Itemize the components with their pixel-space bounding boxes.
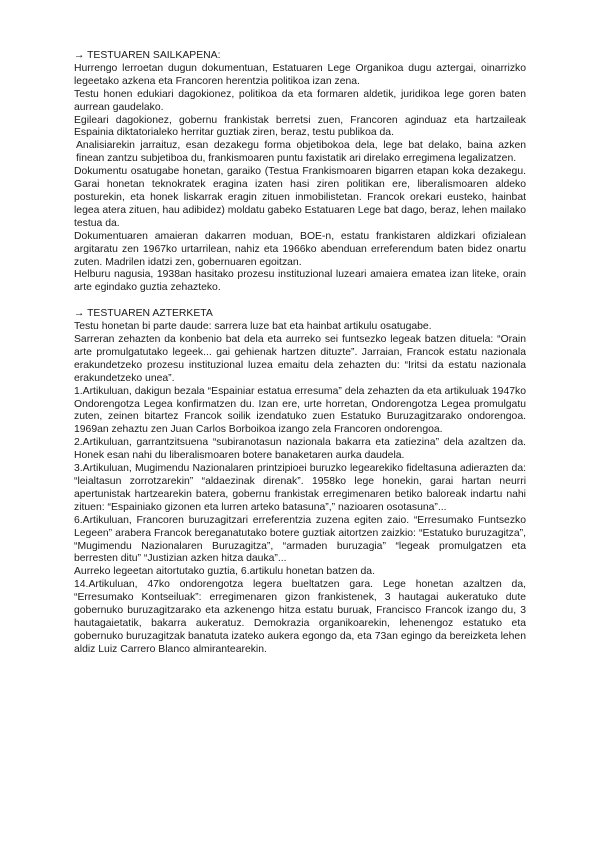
section-heading-analysis: → TESTUAREN AZTERKETA	[74, 308, 213, 320]
paragraph: Hurrengo lerroetan dugun dokumentuan, Estatuaren Lege Organikoa dugu aztergai, oinarrizko legeetako azkena eta Francoren herentzia politikoa izan zena.	[74, 62, 526, 87]
paragraph: 3.Artikuluan, Mugimendu Nazionalaren printzipioei buruzko legearekiko fideltasuna adierazten da: “leialtasun zorrotzarekin” “aldaezinak direnak”. 1958ko lege honekin, garai hartan neurri apertunistak hartzearekin batera, gobernu frankistak erregimenaren betiko baloreak indartu nahi zituen: “Espainiako gizonen eta lurren arteko batasuna”,” nazioaren osotasuna”...	[74, 463, 526, 513]
paragraph: 6.Artikuluan, Francoren buruzagitzari erreferentzia zuzena egiten zaio. “Erresumako Funtsezko Legeen” arabera Francok bereganatutako botere guztiak aitortzen zaizkio: “Estatuko buruzagitza”, “Mugimendu Nazionalaren Buruzagitza”, “armaden buruzagia” “legeak promulgatzen eta berresten ditu” “Justizian azken hitza dauka”...	[74, 514, 526, 565]
paragraph: Sarreran zehazten da konbenio bat dela eta aurreko sei funtsezko legeak batzen dituela: “Orain arte promulgatutako legeek... gai gehienak hartzen dituzte”. Jarraian, Francok estatu nazionala erakundetzeko prozesu instituzional luzea emaitu dela zehazten du: “Iritsi da estatu nazionala erakundetzeko unea”.	[74, 334, 526, 384]
paragraph: Dokumentu osatugabe honetan, garaiko (Testua Frankismoaren bigarren etapan koka dezakegu. Garai honetan teknokratek eragina izaten hasi ziren politikan ere, liberalismoaren aldeko posturekin, eta honek liskarrak eragin zituen inmobilistetan. Francok orekari eusteko, hainbat legea atera zituen, hau adibidez) moldatu gabeko Estatuaren Lege bat dago, beraz, lehen mailako testua da.	[74, 166, 526, 229]
paragraph: Helburu nagusia, 1938an hasitako prozesu instituzional luzeari amaiera ematea izan liteke, orain arte egindako guztia zehazteko.	[74, 269, 526, 294]
paragraph: 1.Artikuluan, dakigun bezala “Espainiar estatua erresuma” dela zehazten da eta artikuluak 1947ko Ondorengotza Legea konfirmatzen du. Izan ere, urte horretan, Ondorengotza Legea promulgatu zuten, zeinen bitartez Francok soilik izendatuko zuen Estatuko Buruzagitzarako ondorengoa. 1969an zehaztu zen Juan Carlos Borboikoa izango zela Francoren ondorengoa.	[74, 385, 526, 436]
paragraph: Egileari dagokionez, gobernu frankistak berretsi zuen, Francoren aginduaz eta hartzaileak Espainia diktatorialeko herritar guztiak ziren, beraz, testu publikoa da.	[74, 114, 526, 139]
paragraph: Aurreko legeetan aitortutako guztia, 6.artikulu honetan batzen da.	[74, 566, 375, 578]
paragraph: Testu honen edukiari dagokionez, politikoa da eta formaren aldetik, juridikoa lege goren baten aurrean gaudelako.	[74, 88, 526, 113]
document-page	[74, 50, 526, 657]
paragraph: 2.Artikuluan, garrantzitsuena “subiranotasun nazionala bakarra eta zatiezina” dela azaltzen da. Honek esan nahi du liberalismoaren botere banaketaren aurka daudela.	[74, 437, 526, 462]
section-spacer	[74, 295, 526, 308]
paragraph: Analisiarekin jarraituz, esan dezakegu forma objetibokoa dela, lege bat delako, baina azken finean zantzu subjetiboa du, frankismoaren puntu faxistatik ari direlako erregimena legalizatzen.	[76, 140, 526, 165]
paragraph: Dokumentuaren amaieran dakarren moduan, BOE-n, estatu frankistaren aldizkari ofizialean argitaratu zen 1967ko urtarrilean, nahiz eta 1966ko abenduan erreferendum baten bidez onartu zuten. Madrilen idatzi zen, gobernuaren egoitzan.	[74, 230, 526, 268]
paragraph: 14.Artikuluan, 47ko ondorengotza legera bueltatzen gara. Lege honetan azaltzen da, “Erresumako Kontseiluak”: erregimenaren gizon frankistenek, 3 hautagai aukeratuko dute gobernuko buruzagitzarako eta azkenengo hitza estatu buruak, Francisco Francok izango du, 3 hautagaietatik, bakarra aukeratuz. Demokrazia organikoarekin, lehenengoz estatuko eta gobernuko buruzagitzak banatuta izateko aukera egongo da, eta 73an egingo da bereizketa lehen aldiz Luiz Carrero Blanco almirantearekin.	[74, 579, 526, 655]
paragraph: Testu honetan bi parte daude: sarrera luze bat eta hainbat artikulu osatugabe.	[74, 321, 432, 333]
section-heading-classification: → TESTUAREN SAILKAPENA:	[74, 50, 221, 61]
